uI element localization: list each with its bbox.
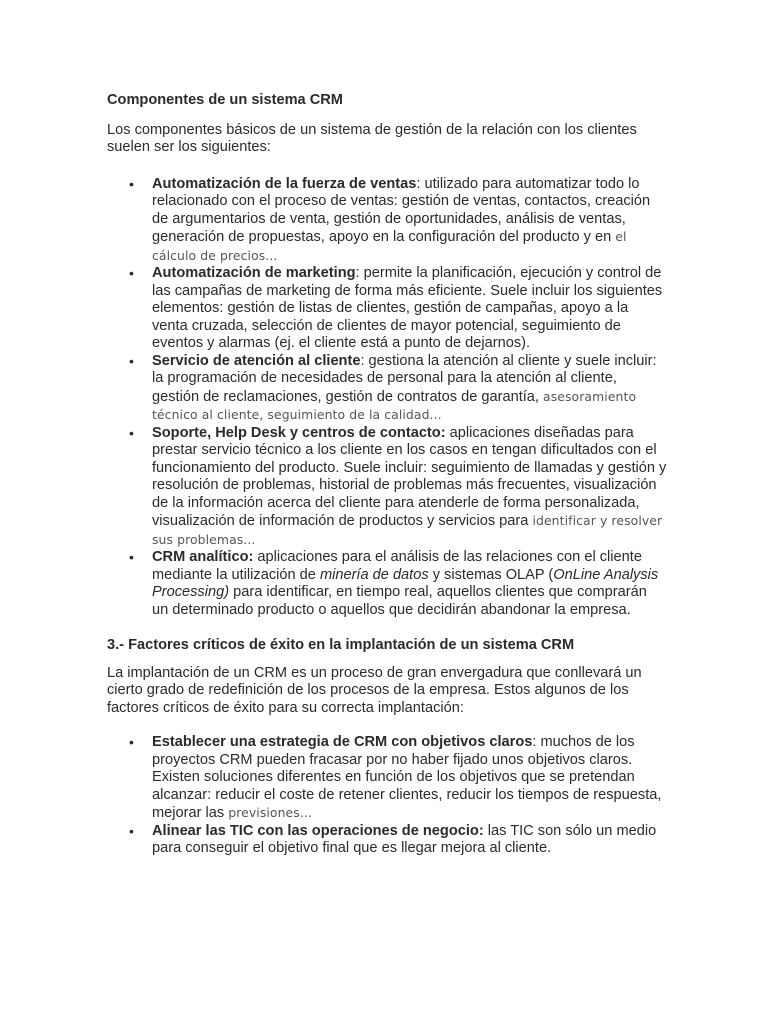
section-intro-success-factors: La implantación de un CRM es un proceso de gran envergadura que conllevará un cierto grado de redefinición de los procesos de la empresa. Estos algunos de los factores críticos de éxito para su correcta implantación: <box>107 664 642 716</box>
success-factors-list <box>107 734 667 858</box>
list-item-text: : gestiona la atención al cliente y suele incluir: la programación de necesidades de personal para la atención al cliente, gestión de reclamaciones, gestión de contratos de garantía, <box>152 352 657 405</box>
list-item-term: Establecer una estrategia de CRM con objetivos claros <box>152 734 533 750</box>
list-item-term: Automatización de marketing <box>152 265 356 281</box>
list-item <box>107 823 667 858</box>
list-item <box>107 549 667 619</box>
list-item-term: Alinear las TIC con las operaciones de negocio: <box>152 822 484 839</box>
bullet-icon: • <box>129 424 134 441</box>
list-item-truncated-text: el cálculo de precios... <box>152 229 627 263</box>
list-item-term: Automatización de la fuerza de ventas <box>152 175 417 192</box>
list-item-text: para identificar, en tiempo real, aquellos clientes que comprarán un determinado producto o aquellos que decidirán abandonar la empresa. <box>152 584 647 618</box>
list-item-text: las TIC son sólo un medio para conseguir el objetivo final que es llegar mejora al cliente. <box>152 822 657 856</box>
section-intro-components: Los componentes básicos de un sistema de gestión de la relación con los clientes suelen ser los siguientes: <box>107 121 637 155</box>
list-item-truncated-text: previsiones... <box>228 805 312 820</box>
list-item-text: : utilizado para automatizar todo lo relacionado con el proceso de ventas: gestión de ventas, contactos, creación de argumentarios de venta, gestión de oportunidades, análisis de ventas, generación de propuestas, apoyo en la configuración del producto y en <box>152 175 651 245</box>
list-item-truncated-text: identificar y resolver sus problemas... <box>152 513 663 547</box>
list-item-term: Servicio de atención al cliente <box>152 352 361 369</box>
components-list <box>107 176 667 620</box>
list-item-term: CRM analítico: <box>152 549 254 565</box>
list-item-text: y sistemas OLAP ( <box>428 566 554 583</box>
bullet-icon: • <box>129 265 134 281</box>
list-item-truncated-text: asesoramiento técnico al cliente, seguimiento de la calidad... <box>152 388 637 422</box>
list-item <box>107 353 667 425</box>
list-item-emphasis: OnLine Analysis Processing) <box>152 566 659 600</box>
list-item-term: Soporte, Help Desk y centros de contacto: <box>152 424 446 441</box>
list-item <box>107 176 667 266</box>
bullet-icon: • <box>129 549 134 565</box>
document-page <box>107 92 667 858</box>
bullet-icon: • <box>129 175 134 192</box>
list-item-text: aplicaciones para el análisis de las relaciones con el cliente mediante la utilización de <box>152 549 642 583</box>
bullet-icon: • <box>129 822 134 839</box>
bullet-icon: • <box>129 734 134 750</box>
section-title-components: Componentes de un sistema CRM <box>107 92 343 108</box>
list-item <box>107 734 667 823</box>
list-item-text: : permite la planificación, ejecución y control de las campañas de marketing de forma más eficiente. Suele incluir los siguientes elementos: gestión de listas de clientes, gestión de campañas, apoyo a la venta cruzada, selección de clientes de mayor potencial, seguimiento de eventos y alarmas (ej. el cliente está a punto de dejarnos). <box>152 265 663 351</box>
bullet-icon: • <box>129 352 134 369</box>
section-title-success-factors: 3.- Factores críticos de éxito en la implantación de un sistema CRM <box>107 637 575 653</box>
list-item <box>107 265 667 353</box>
list-item-emphasis: minería de datos <box>319 566 429 583</box>
list-item-text: aplicaciones diseñadas para prestar servicio técnico a los cliente en los casos en tengan dificultados con el funcionamiento del producto. Suele incluir: seguimiento de llamadas y gestión y resolución de problemas, historial de problemas más frecuentes, visualización de la información acerca del cliente para atenderle de forma personalizada, visualización de información de productos y servicios para <box>152 424 667 529</box>
list-item-text: : muchos de los proyectos CRM pueden fracasar por no haber fijado unos objetivos claros. Existen soluciones diferentes en función de los objetivos que se pretendan alcanzar: reducir el coste de retener clientes, reducir los tiempos de respuesta, mejorar las <box>152 734 662 821</box>
list-item <box>107 425 667 550</box>
